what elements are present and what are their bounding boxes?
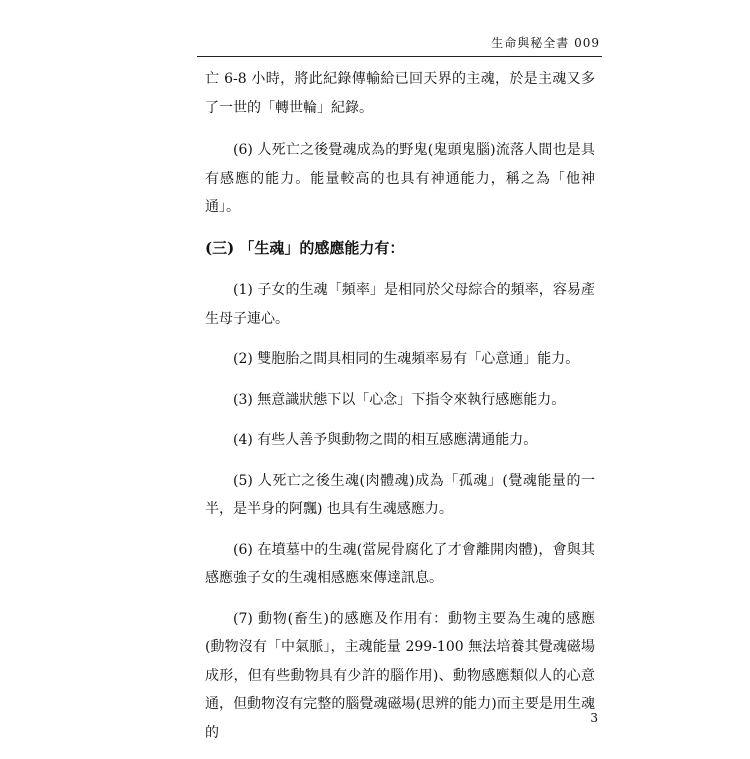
header-rule <box>197 56 602 57</box>
paragraph-item-3: (3) 無意識狀態下以「心念」下指令來執行感應能力。 <box>233 391 566 408</box>
page-number: 3 <box>590 711 598 725</box>
paragraph-item-1: (1) 子女的生魂「頻率」是相同於父母綜合的頻率，容易產生母子連心。 <box>205 282 595 327</box>
page-body <box>205 65 595 759</box>
paragraph-item-6: (6) 人死亡之後覺魂成為的野鬼(鬼頭鬼腦)流落人間也是具有感應的能力。能量較高的也具有神通能力，稱之為「他神通」。 <box>205 142 595 215</box>
paragraph-item-5: (5) 人死亡之後生魂(肉體魂)成為「孤魂」(覺魂能量的一半，是半身的阿飄) 也具有生魂感應力。 <box>205 472 595 517</box>
section-heading: (三) 「生魂」的感應能力有： <box>205 238 405 257</box>
paragraph-item-6b: (6) 在墳墓中的生魂(當屍骨腐化了才會離開肉體)，會與其感應強子女的生魂相感應來傳達訊息。 <box>205 541 595 586</box>
running-header: 生命與秘全書 009 <box>491 36 600 50</box>
paragraph-continuation: 亡 6-8 小時，將此紀錄傳輸給已回天界的主魂，於是主魂又多了一世的「轉世輪」紀錄。 <box>205 71 595 116</box>
paragraph-item-2: (2) 雙胞胎之間具相同的生魂頻率易有「心意通」能力。 <box>233 351 580 367</box>
paragraph-item-7: (7) 動物(畜生)的感應及作用有：動物主要為生魂的感應(動物沒有「中氣脈」，主魂能量 299-100 無法培養其覺魂磁場成形，但有些動物具有少許的腦作用)、動物感應類似人的心意通，但動物沒有完整的腦覺魂磁場(思辨的能力)而主要是用生魂的 <box>205 610 595 741</box>
paragraph-item-4: (4) 有些人善予與動物之間的相互感應溝通能力。 <box>233 432 538 448</box>
